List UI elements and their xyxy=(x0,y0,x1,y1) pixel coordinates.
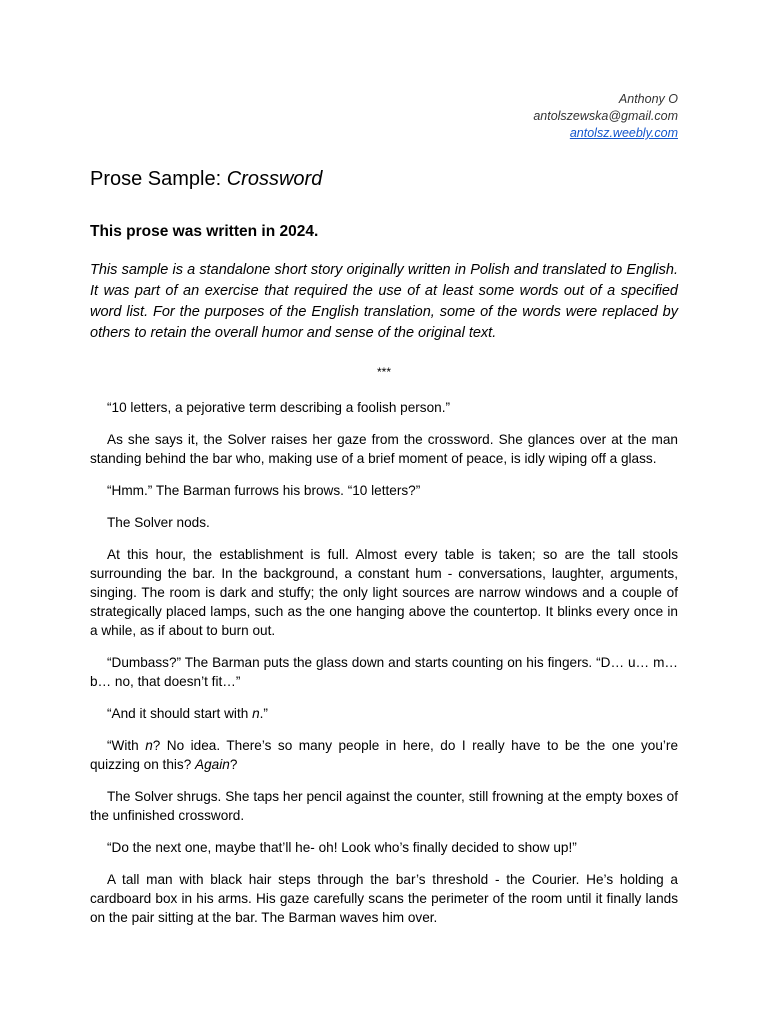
story-paragraph: As she says it, the Solver raises her gaze from the crossword. She glances over at the man standing behind the bar who, making use of a brief moment of peace, is idly wiping off a glass. xyxy=(90,432,678,466)
page-title xyxy=(90,166,322,192)
story-paragraph xyxy=(90,736,678,774)
story-paragraph: The Solver nods. xyxy=(107,515,210,530)
story-text: “And it should start with xyxy=(107,706,253,721)
story-body xyxy=(90,398,678,940)
story-paragraph: “10 letters, a pejorative term describing a foolish person.” xyxy=(107,400,451,415)
story-paragraph: A tall man with black hair steps through the bar’s threshold - the Courier. He’s holding a cardboard box in his arms. His gaze carefully scans the perimeter of the room until it finally lands on the pair sitting at the bar. The Barman waves him over. xyxy=(90,872,678,925)
author-header xyxy=(90,91,678,142)
story-emphasis: n xyxy=(145,738,153,753)
story-text: “With xyxy=(107,738,146,753)
story-text: .” xyxy=(259,706,268,721)
title-prefix: Prose Sample: xyxy=(90,168,227,190)
story-text: ? No idea. There’s so many people in here, do I really have to be the one you’re quizzing on this? xyxy=(90,738,679,772)
story-paragraph: “Do the next one, maybe that’ll he- oh! Look who’s finally decided to show up!” xyxy=(107,840,577,855)
story-paragraph: At this hour, the establishment is full. Almost every table is taken; so are the tall stools surrounding the bar. In the background, a constant hum - conversations, laughter, arguments, singing. The room is dark and stuffy; the only light sources are narrow windows and a couple of strategically placed lamps, such as the one hanging above the countertop. It blinks every once in a while, as if about to burn out. xyxy=(90,547,678,638)
story-paragraph: The Solver shrugs. She taps her pencil against the counter, still frowning at the empty boxes of the unfinished crossword. xyxy=(90,789,678,823)
story-emphasis: Again xyxy=(195,757,230,772)
intro-paragraph: This sample is a standalone short story originally written in Polish and translated to English. It was part of an exercise that required the use of at least some words out of a specified word list. For the purposes of the English translation, some of the words were replaced by others to retain the overall humor and sense of the original text. xyxy=(90,262,678,341)
story-text: ? xyxy=(229,757,238,772)
section-separator: *** xyxy=(376,365,391,379)
story-emphasis: n xyxy=(252,706,260,721)
author-email: antolszewska@gmail.com xyxy=(533,109,678,123)
story-paragraph: “Hmm.” The Barman furrows his brows. “10 letters?” xyxy=(107,483,421,498)
author-website-link[interactable]: antolsz.weebly.com xyxy=(569,126,678,140)
author-name: Anthony O xyxy=(618,92,678,106)
story-paragraph: “Dumbass?” The Barman puts the glass down and starts counting on his fingers. “D… u… m… b… no, that doesn’t fit…” xyxy=(90,655,678,689)
title-work: Crossword xyxy=(226,168,323,190)
written-date-heading: This prose was written in 2024. xyxy=(90,223,319,240)
story-paragraph xyxy=(90,704,678,723)
